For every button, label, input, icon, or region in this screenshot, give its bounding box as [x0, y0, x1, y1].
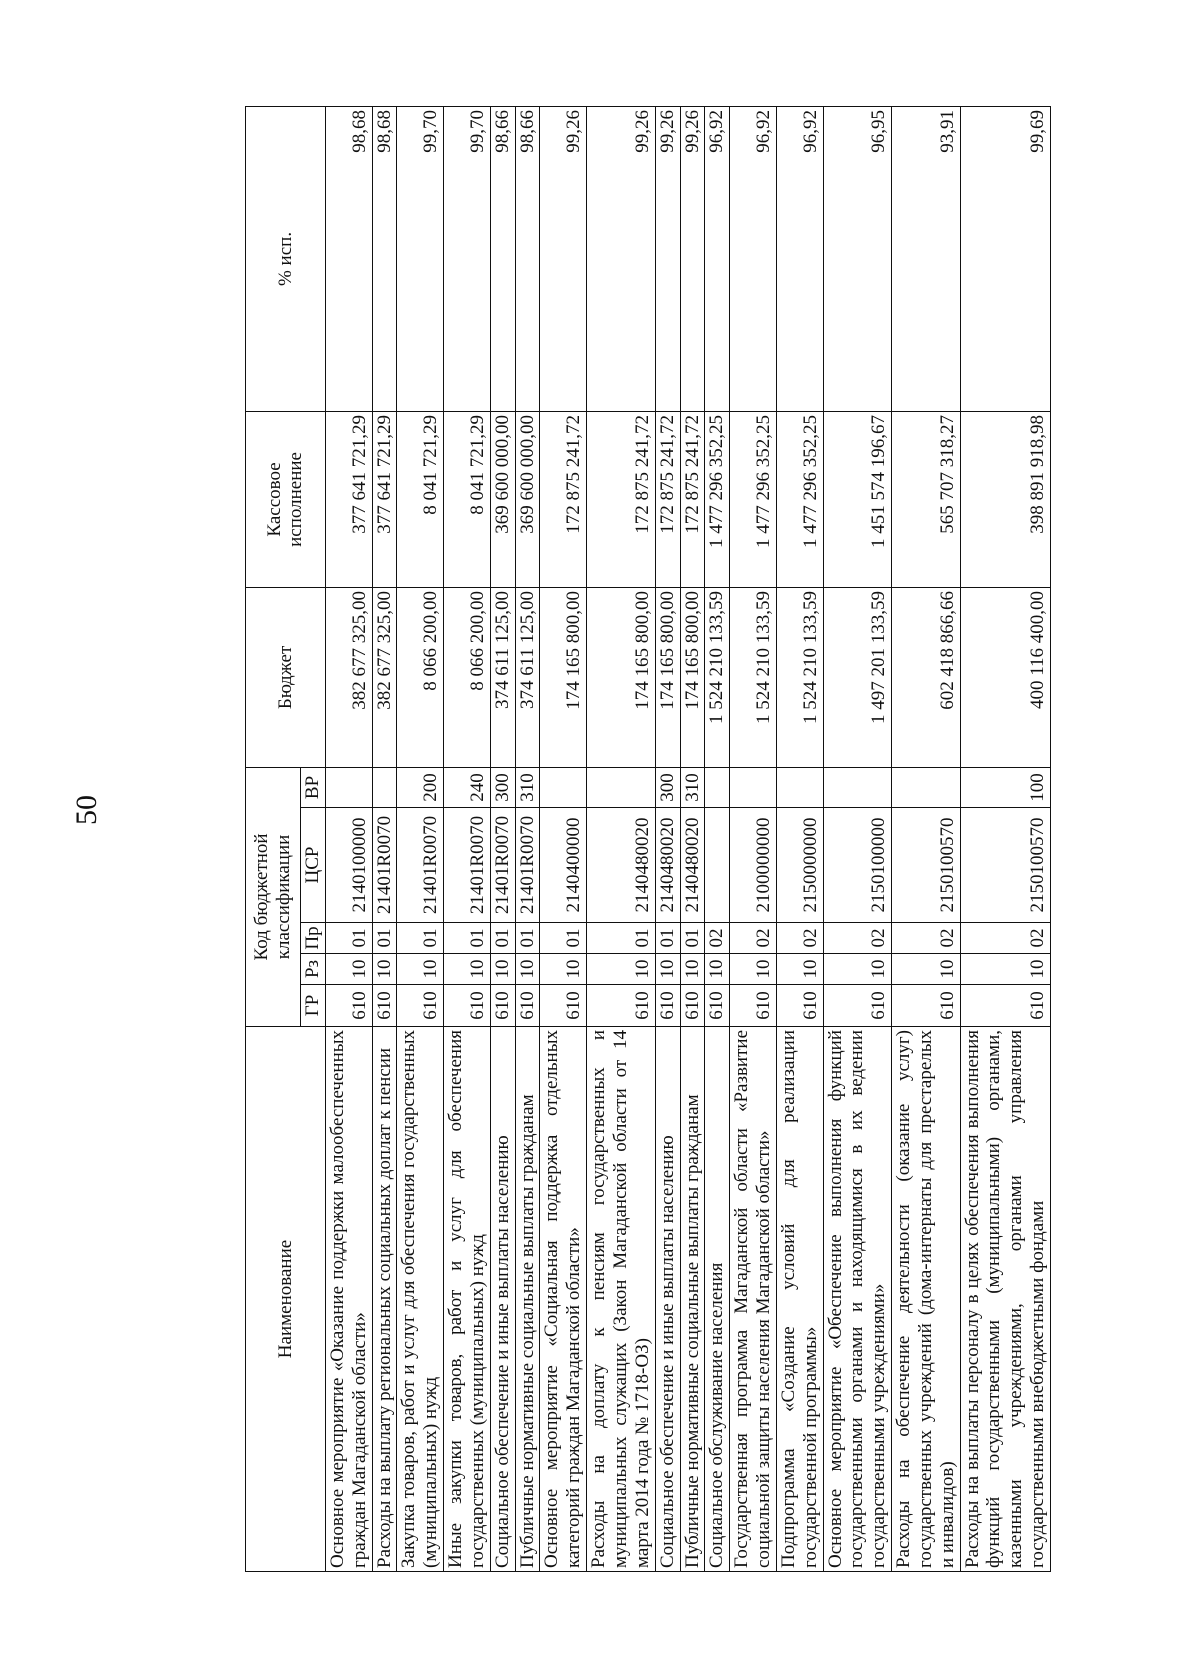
row-vr: 310	[515, 767, 540, 807]
table-row	[705, 106, 730, 1571]
table-row	[960, 106, 1050, 1571]
row-pct: 99,70	[444, 106, 491, 411]
row-name: Основное мероприятие «Обеспечение выполнения функций государственными органами и находящимися в их ведении государственными учреждениями»	[823, 1027, 892, 1572]
row-budget: 174 165 800,00	[680, 587, 705, 767]
row-budget: 174 165 800,00	[540, 587, 587, 767]
row-pr: 01	[372, 923, 397, 954]
row-name: Подпрограмма «Создание условий для реализации государственной программы»	[776, 1027, 823, 1572]
row-name: Расходы на выплаты персоналу в целях обеспечения выполнения функций государственными (муниципальными) органами, казенными учреждениями, органами управления государственными внебюджетными фондами	[960, 1027, 1050, 1572]
header-pr: Пр	[301, 923, 326, 954]
header-cash: Кассовое исполнение	[246, 411, 326, 587]
header-vr: ВР	[301, 767, 326, 807]
row-csr: 21401R0070	[397, 808, 444, 923]
row-vr	[325, 767, 372, 807]
row-pr: 01	[444, 923, 491, 954]
row-gr: 610	[372, 985, 397, 1027]
row-budget: 602 418 866,66	[892, 587, 961, 767]
row-budget: 382 677 325,00	[325, 587, 372, 767]
row-cash: 398 891 918,98	[960, 411, 1050, 587]
row-rz: 10	[515, 954, 540, 985]
row-csr: 2150100000	[823, 808, 892, 923]
row-csr: 2140400000	[540, 808, 587, 923]
row-pr: 01	[325, 923, 372, 954]
row-cash: 8 041 721,29	[444, 411, 491, 587]
row-pct: 99,26	[540, 106, 587, 411]
row-csr: 21401R0070	[490, 808, 515, 923]
row-rz: 10	[655, 954, 680, 985]
table-row	[587, 106, 656, 1571]
row-vr: 240	[444, 767, 491, 807]
row-name: Иные закупки товаров, работ и услуг для обеспечения государственных (муниципальных) нужд	[444, 1027, 491, 1572]
row-pr: 01	[515, 923, 540, 954]
row-name: Основное мероприятие «Оказание поддержки малообеспеченных граждан Магаданской области»	[325, 1027, 372, 1572]
row-csr: 21401R0070	[444, 808, 491, 923]
row-pr: 01	[490, 923, 515, 954]
table-row	[892, 106, 961, 1571]
row-pct: 96,92	[730, 106, 777, 411]
row-budget: 374 611 125,00	[490, 587, 515, 767]
row-gr: 610	[655, 985, 680, 1027]
row-pct: 99,26	[655, 106, 680, 411]
table-row	[823, 106, 892, 1571]
row-gr: 610	[444, 985, 491, 1027]
row-budget: 1 524 210 133,59	[730, 587, 777, 767]
row-gr: 610	[325, 985, 372, 1027]
row-budget: 8 066 200,00	[397, 587, 444, 767]
row-csr: 2100000000	[730, 808, 777, 923]
row-csr: 2150000000	[776, 808, 823, 923]
row-rz: 10	[587, 954, 656, 985]
table-row	[397, 106, 444, 1571]
row-budget: 1 497 201 133,59	[823, 587, 892, 767]
row-name: Расходы на обеспечение деятельности (оказание услуг) государственных учреждений (дома-интернаты для престарелых и инвалидов)	[892, 1027, 961, 1572]
page-number: 50	[70, 795, 103, 825]
row-cash: 377 641 721,29	[372, 411, 397, 587]
row-rz: 10	[490, 954, 515, 985]
row-pr: 02	[730, 923, 777, 954]
row-pr: 01	[587, 923, 656, 954]
header-gr: ГР	[301, 985, 326, 1027]
row-vr	[730, 767, 777, 807]
row-pct: 99,26	[587, 106, 656, 411]
row-vr: 310	[680, 767, 705, 807]
row-pct: 99,69	[960, 106, 1050, 411]
row-gr: 610	[776, 985, 823, 1027]
row-vr	[540, 767, 587, 807]
row-vr	[587, 767, 656, 807]
row-name: Публичные нормативные социальные выплаты гражданам	[515, 1027, 540, 1572]
header-csr: ЦСР	[301, 808, 326, 923]
row-pct: 98,66	[490, 106, 515, 411]
row-pct: 98,68	[325, 106, 372, 411]
row-csr: 2150100570	[960, 808, 1050, 923]
row-vr: 300	[655, 767, 680, 807]
row-pct: 99,70	[397, 106, 444, 411]
row-budget: 1 524 210 133,59	[776, 587, 823, 767]
row-cash: 1 477 296 352,25	[776, 411, 823, 587]
row-pr: 01	[655, 923, 680, 954]
row-vr	[705, 767, 730, 807]
row-vr	[776, 767, 823, 807]
row-gr: 610	[587, 985, 656, 1027]
row-name: Расходы на доплату к пенсиям государственных и муниципальных служащих (Закон Магаданской области от 14 марта 2014 года № 1718-ОЗ)	[587, 1027, 656, 1572]
row-cash: 1 477 296 352,25	[730, 411, 777, 587]
row-budget: 1 524 210 133,59	[705, 587, 730, 767]
row-gr: 610	[540, 985, 587, 1027]
row-cash: 172 875 241,72	[655, 411, 680, 587]
row-budget: 174 165 800,00	[587, 587, 656, 767]
table-row	[680, 106, 705, 1571]
row-csr: 2140480020	[655, 808, 680, 923]
row-name: Социальное обеспечение и иные выплаты населению	[655, 1027, 680, 1572]
row-budget: 374 611 125,00	[515, 587, 540, 767]
row-pct: 99,26	[680, 106, 705, 411]
table-row	[444, 106, 491, 1571]
row-vr: 100	[960, 767, 1050, 807]
row-name: Государственная программа Магаданской области «Развитие социальной защиты населения Магаданской области»	[730, 1027, 777, 1572]
row-csr: 2140100000	[325, 808, 372, 923]
row-name: Социальное обслуживание населения	[705, 1027, 730, 1572]
header-code-group: Код бюджетной классификации	[246, 767, 301, 1026]
row-rz: 10	[823, 954, 892, 985]
row-budget: 174 165 800,00	[655, 587, 680, 767]
header-pct: % исп.	[246, 106, 326, 411]
row-pct: 96,92	[776, 106, 823, 411]
row-csr	[705, 808, 730, 923]
row-pr: 01	[540, 923, 587, 954]
row-rz: 10	[540, 954, 587, 985]
row-name: Публичные нормативные социальные выплаты гражданам	[680, 1027, 705, 1572]
row-gr: 610	[730, 985, 777, 1027]
row-gr: 610	[705, 985, 730, 1027]
row-csr: 2140480020	[680, 808, 705, 923]
row-budget: 8 066 200,00	[444, 587, 491, 767]
row-pr: 01	[680, 923, 705, 954]
budget-execution-table	[245, 106, 1051, 1572]
row-gr: 610	[515, 985, 540, 1027]
row-vr	[892, 767, 961, 807]
table-row	[655, 106, 680, 1571]
row-rz: 10	[730, 954, 777, 985]
row-rz: 10	[892, 954, 961, 985]
row-rz: 10	[776, 954, 823, 985]
table-row	[540, 106, 587, 1571]
row-csr: 21401R0070	[515, 808, 540, 923]
row-rz: 10	[444, 954, 491, 985]
row-pr: 02	[705, 923, 730, 954]
row-name: Основное мероприятие «Социальная поддержка отдельных категорий граждан Магаданской области»	[540, 1027, 587, 1572]
row-csr: 21401R0070	[372, 808, 397, 923]
row-cash: 369 600 000,00	[515, 411, 540, 587]
row-pct: 98,66	[515, 106, 540, 411]
row-budget: 382 677 325,00	[372, 587, 397, 767]
row-cash: 1 477 296 352,25	[705, 411, 730, 587]
header-name: Наименование	[246, 1027, 326, 1572]
row-rz: 10	[372, 954, 397, 985]
header-budget: Бюджет	[246, 587, 326, 767]
row-gr: 610	[892, 985, 961, 1027]
header-rz: Рз	[301, 954, 326, 985]
row-rz: 10	[325, 954, 372, 985]
row-pct: 93,91	[892, 106, 961, 411]
row-rz: 10	[705, 954, 730, 985]
row-vr	[823, 767, 892, 807]
row-gr: 610	[490, 985, 515, 1027]
row-cash: 172 875 241,72	[680, 411, 705, 587]
row-vr	[372, 767, 397, 807]
table-body	[325, 106, 1050, 1571]
row-pr: 01	[397, 923, 444, 954]
row-cash: 172 875 241,72	[540, 411, 587, 587]
row-pct: 98,68	[372, 106, 397, 411]
row-csr: 2140480020	[587, 808, 656, 923]
row-pr: 02	[960, 923, 1050, 954]
table-row	[515, 106, 540, 1571]
row-name: Расходы на выплату региональных социальных доплат к пенсии	[372, 1027, 397, 1572]
row-cash: 172 875 241,72	[587, 411, 656, 587]
row-cash: 1 451 574 196,67	[823, 411, 892, 587]
row-gr: 610	[680, 985, 705, 1027]
row-gr: 610	[823, 985, 892, 1027]
row-cash: 377 641 721,29	[325, 411, 372, 587]
row-vr: 300	[490, 767, 515, 807]
row-name: Социальное обеспечение и иные выплаты населению	[490, 1027, 515, 1572]
row-pr: 02	[776, 923, 823, 954]
row-pct: 96,92	[705, 106, 730, 411]
row-pct: 96,95	[823, 106, 892, 411]
row-cash: 369 600 000,00	[490, 411, 515, 587]
table-row	[372, 106, 397, 1571]
row-cash: 8 041 721,29	[397, 411, 444, 587]
row-name: Закупка товаров, работ и услуг для обеспечения государственных (муниципальных) нужд	[397, 1027, 444, 1572]
table-row	[325, 106, 372, 1571]
row-gr: 610	[397, 985, 444, 1027]
row-pr: 02	[892, 923, 961, 954]
row-pr: 02	[823, 923, 892, 954]
row-rz: 10	[960, 954, 1050, 985]
row-rz: 10	[397, 954, 444, 985]
row-gr: 610	[960, 985, 1050, 1027]
row-csr: 2150100570	[892, 808, 961, 923]
table-row	[730, 106, 777, 1571]
table-row	[776, 106, 823, 1571]
rotated-page-content	[245, 107, 1049, 1572]
row-rz: 10	[680, 954, 705, 985]
table-row	[490, 106, 515, 1571]
row-vr: 200	[397, 767, 444, 807]
row-cash: 565 707 318,27	[892, 411, 961, 587]
row-budget: 400 116 400,00	[960, 587, 1050, 767]
